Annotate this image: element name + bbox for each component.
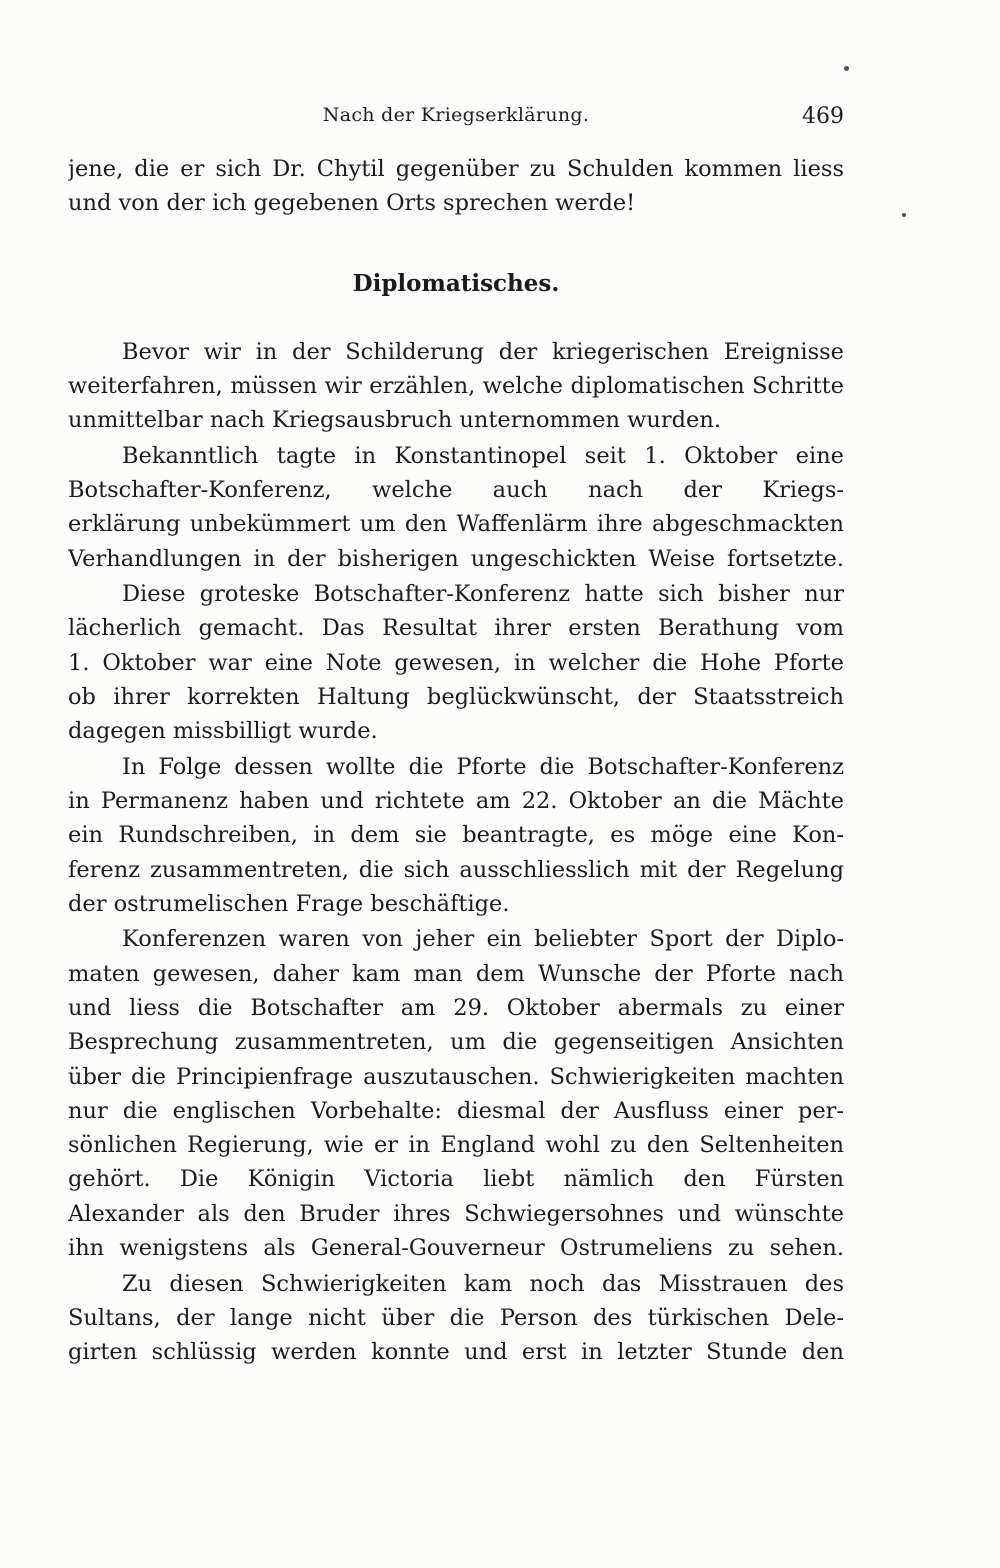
running-title: Nach der Kriegserklärung. xyxy=(322,104,590,126)
text-line: Diese groteske Botschafter-Konferenz hatte sich bisher nur xyxy=(122,581,844,608)
text-line: Botschafter-Konferenz, welche auch nach der Kriegs- xyxy=(68,476,844,503)
text-line: ferenz zusammentreten, die sich ausschliesslich mit der Regelung xyxy=(68,856,844,883)
text-line: dagegen missbilligt wurde. xyxy=(68,718,378,745)
text-line: Bekanntlich tagte in Konstantinopel seit 1. Oktober eine xyxy=(122,442,844,469)
text-line: Alexander als den Bruder ihres Schwiegersohnes und wünschte xyxy=(68,1200,844,1227)
text-line: ihn wenigstens als General-Gouverneur Ostrumeliens zu sehen. xyxy=(68,1235,844,1262)
text-line: ein Rundschreiben, in dem sie beantragte, es möge eine Kon- xyxy=(68,822,844,849)
page-header xyxy=(68,100,844,136)
text-line: gehört. Die Königin Victoria liebt nämlich den Fürsten xyxy=(68,1166,844,1193)
text-line: In Folge dessen wollte die Pforte die Botschafter-Konferenz xyxy=(122,753,844,780)
text-line: lächerlich gemacht. Das Resultat ihrer ersten Berathung vom xyxy=(68,615,844,642)
paragraph xyxy=(68,750,844,921)
text-line: Sultans, der lange nicht über die Person des türkischen Dele- xyxy=(68,1304,844,1331)
text-line: erklärung unbekümmert um den Waffenlärm ihre abgeschmackten xyxy=(68,511,844,538)
paragraph xyxy=(68,922,844,1265)
text-line: 1. Oktober war eine Note gewesen, in welcher die Hohe Pforte xyxy=(68,649,844,676)
paragraph xyxy=(68,1267,844,1370)
page-number: 469 xyxy=(802,104,844,129)
text-line: weiterfahren, müssen wir erzählen, welche diplomatischen Schritte xyxy=(68,372,844,399)
text-line: und liess die Botschafter am 29. Oktober abermals zu einer xyxy=(68,994,844,1021)
text-line: ob ihrer korrekten Haltung beglückwünscht, der Staatsstreich xyxy=(68,683,844,710)
text-line: der ostrumelischen Frage beschäftige. xyxy=(68,890,510,917)
text-line: nur die englischen Vorbehalte: diesmal der Ausfluss einer per- xyxy=(68,1097,844,1124)
scan-speck xyxy=(844,66,849,71)
text-line: sönlichen Regierung, wie er in England wohl zu den Seltenheiten xyxy=(68,1132,844,1159)
text-line: unmittelbar nach Kriegsausbruch unternommen wurden. xyxy=(68,407,721,434)
text-line: Verhandlungen in der bisherigen ungeschickten Weise fortsetzte. xyxy=(68,545,844,572)
text-line: girten schlüssig werden konnte und erst in letzter Stunde den xyxy=(68,1339,844,1366)
text-line: über die Principienfrage auszutauschen. Schwierigkeiten machten xyxy=(68,1063,844,1090)
paragraph xyxy=(68,439,844,576)
text-line: Bevor wir in der Schilderung der kriegerischen Ereignisse xyxy=(122,338,844,365)
paragraph xyxy=(68,335,844,438)
text-line: jene, die er sich Dr. Chytil gegenüber zu Schulden kommen liess xyxy=(68,156,844,182)
text-line: Zu diesen Schwierigkeiten kam noch das Misstrauen des xyxy=(122,1270,844,1297)
text-line: Besprechung zusammentreten, um die gegenseitigen Ansichten xyxy=(68,1029,844,1056)
body-text xyxy=(68,152,844,1371)
text-line: in Permanenz haben und richtete am 22. Oktober an die Mächte xyxy=(68,788,844,815)
paragraph xyxy=(68,577,844,748)
text-line: Konferenzen waren von jeher ein beliebter Sport der Diplo- xyxy=(122,926,844,953)
text-line: und von der ich gegebenen Orts sprechen werde! xyxy=(68,190,636,217)
section-heading: Diplomatisches. xyxy=(352,269,560,297)
continuation-paragraph xyxy=(68,152,844,221)
text-line: maten gewesen, daher kam man dem Wunsche der Pforte nach xyxy=(68,960,844,987)
scan-speck xyxy=(902,213,906,217)
